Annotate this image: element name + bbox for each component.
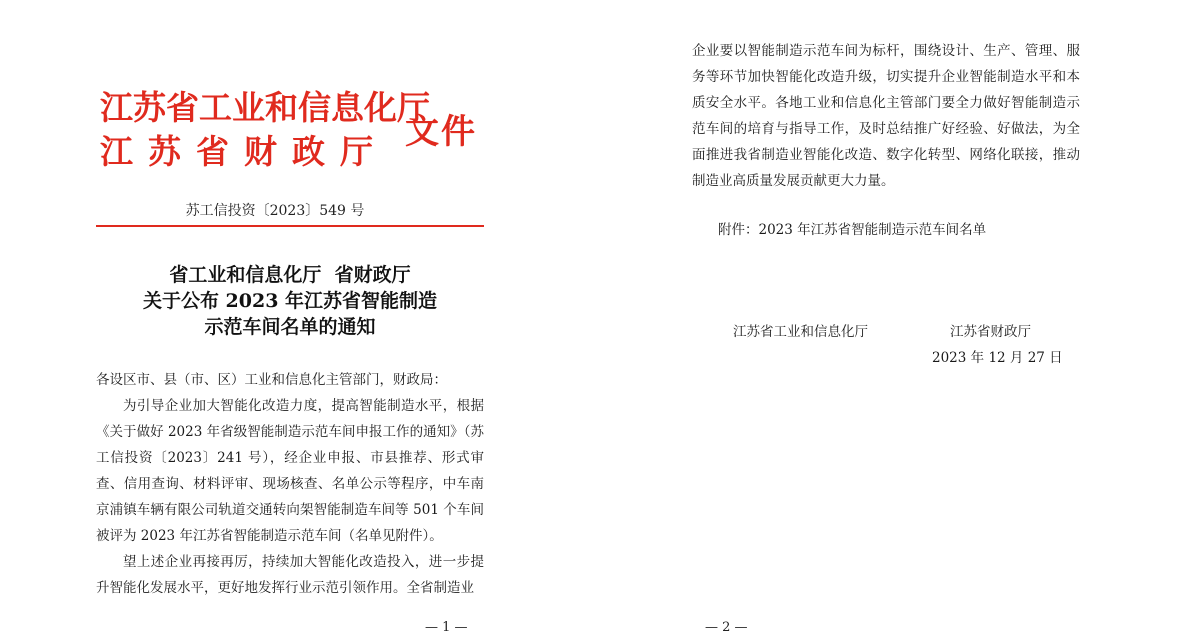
body-text-page-1	[96, 367, 484, 601]
issuer-suffix: 文件	[405, 112, 477, 152]
issuer-line-1: 江苏省工业和信息化厅	[100, 88, 430, 127]
page-number-1: — 1 —	[425, 620, 468, 635]
signer-industry-dept: 江苏省工业和信息化厅	[733, 324, 868, 340]
issuer-block	[100, 86, 430, 174]
salutation: 各设区市、县（市、区）工业和信息化主管部门，财政局：	[96, 372, 447, 388]
title-line-3: 示范车间名单的通知	[204, 316, 376, 338]
body-paragraph-1: 为引导企业加大智能化改造力度，提高智能制造水平，根据《关于做好 2023 年省级智能制造示范车间申报工作的通知》（苏工信投资〔2023〕241 号），经企业申报、市县推荐、形式审查、信用查询、材料评审、现场核查、名单公示等程序，中车南京浦镇车辆有限公司轨道交通转向架智能制造车间等 501 个车间被评为 2023 年江苏省智能制造示范车间（名单见附件）。	[96, 398, 484, 544]
signer-finance-dept: 江苏省财政厅	[950, 324, 1031, 340]
page-number-2: — 2 —	[705, 620, 748, 635]
body-paragraph-continued: 企业要以智能制造示范车间为标杆，围绕设计、生产、管理、服务等环节加快智能化改造升级，切实提升企业智能制造水平和本质安全水平。各地工业和信息化主管部门要全力做好智能制造示范车间的培育与指导工作，及时总结推广好经验、好做法，为全面推进我省制造业智能化改造、数字化转型、网络化联接，推动制造业高质量发展贡献更大力量。	[692, 43, 1080, 189]
document-title	[96, 262, 484, 340]
issue-date: 2023 年 12 月 27 日	[932, 350, 1063, 366]
document-number: 苏工信投资〔2023〕549 号	[185, 203, 365, 219]
title-line-1: 省工业和信息化厅 省财政厅	[169, 264, 411, 286]
attachment-note: 附件：2023 年江苏省智能制造示范车间名单	[718, 222, 987, 238]
body-paragraph-2: 望上述企业再接再厉，持续加大智能化改造投入，进一步提升智能化发展水平，更好地发挥行业示范引领作用。全省制造业	[96, 554, 484, 596]
body-text-page-2	[692, 38, 1080, 194]
document-page-2	[600, 0, 1199, 642]
issuer-line-2: 江苏省财政厅	[100, 132, 388, 171]
title-line-2: 关于公布 2023 年江苏省智能制造	[142, 290, 438, 312]
red-divider	[96, 225, 484, 227]
